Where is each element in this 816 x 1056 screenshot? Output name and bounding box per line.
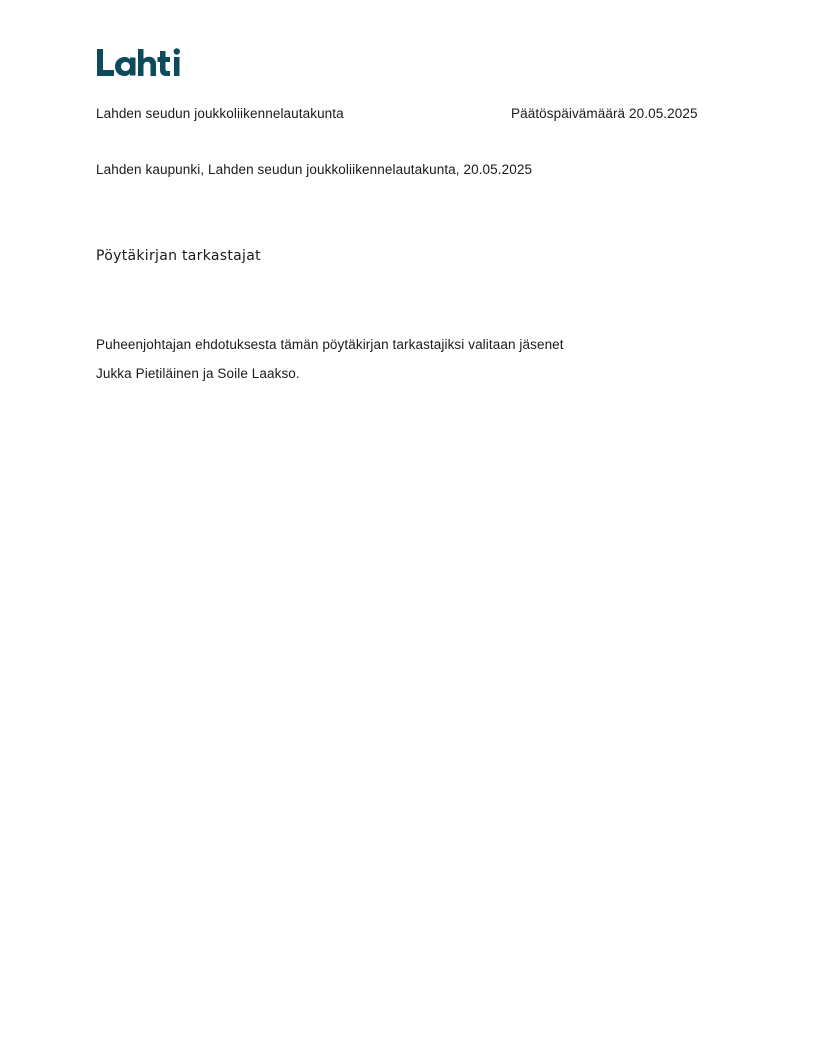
section-title: Pöytäkirjan tarkastajat [96, 248, 261, 264]
paragraph-line-1: Puheenjohtajan ehdotuksesta tämän pöytäkirjan tarkastajiksi valitaan jäsenet [96, 337, 564, 352]
decision-paragraph [96, 330, 696, 388]
paragraph-line-2: Jukka Pietiläinen ja Soile Laakso. [96, 366, 300, 381]
committee-name: Lahden seudun joukkoliikennelautakunta [96, 106, 344, 121]
lahti-logo [96, 46, 188, 82]
decision-date: Päätöspäivämäärä 20.05.2025 [511, 106, 698, 121]
lahti-logo-mark [96, 46, 188, 82]
organization-line: Lahden kaupunki, Lahden seudun joukkoliikennelautakunta, 20.05.2025 [96, 162, 533, 177]
